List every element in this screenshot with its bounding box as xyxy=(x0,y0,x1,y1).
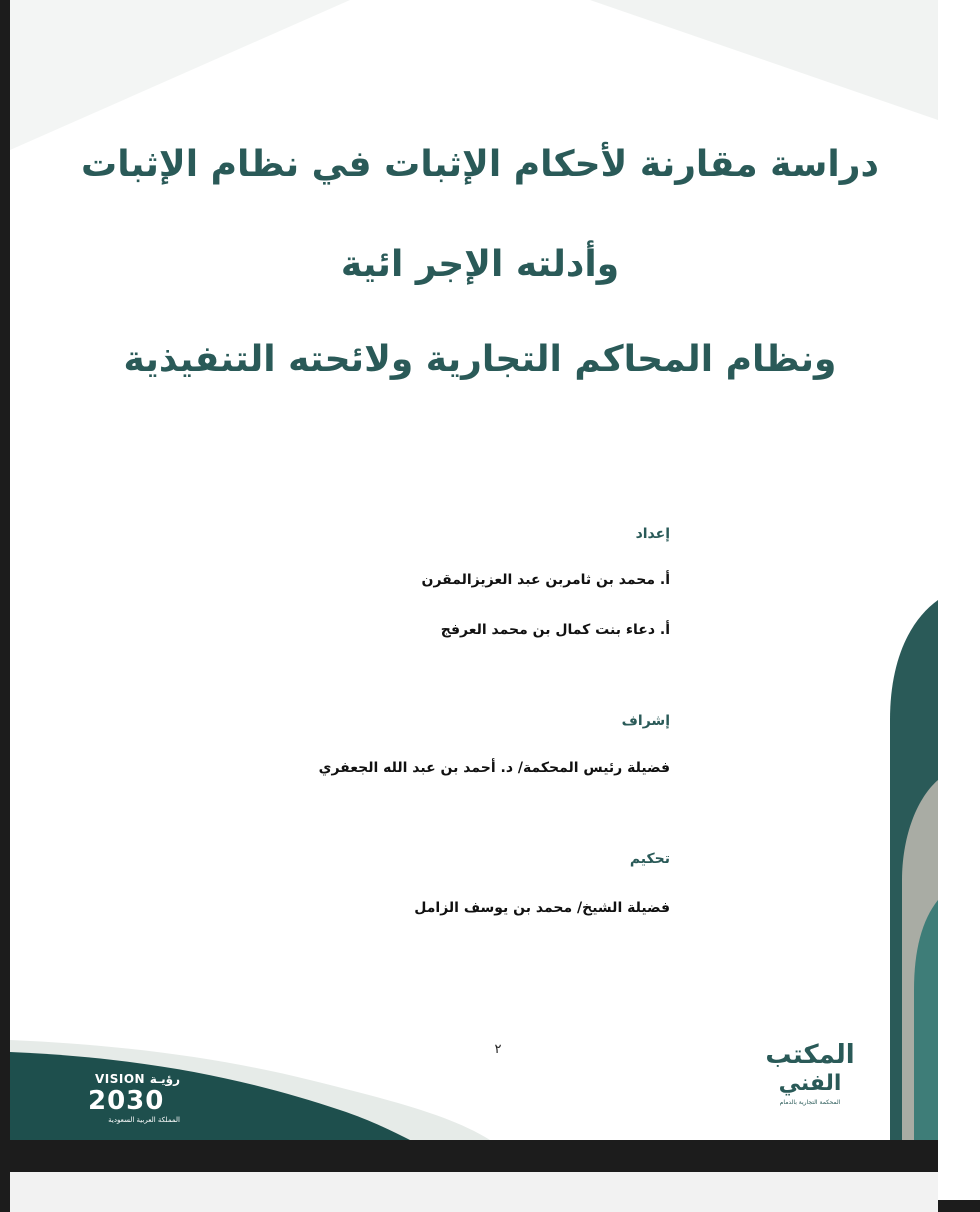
document-page xyxy=(10,0,938,1140)
office-logo-line-1: المكتب xyxy=(765,1040,855,1070)
technical-office-logo xyxy=(752,1040,868,1120)
vision-2030-logo xyxy=(80,1072,180,1132)
top-left-wedge xyxy=(10,0,350,150)
review-heading: تحكيم xyxy=(629,851,670,867)
supervision-heading: إشراف xyxy=(621,713,670,729)
vision-subtitle: المملكة العربية السعودية xyxy=(108,1116,180,1124)
office-logo-line-2: الفني xyxy=(778,1071,842,1096)
title-line-1: دراسة مقارنة لأحكام الإثبات في نظام الإثبات xyxy=(81,144,879,185)
vision-label: VISION رؤيـة xyxy=(94,1072,180,1086)
supervisor-name: فضيلة رئيس المحكمة/ د. أحمد بن عبد الله الجعفري xyxy=(318,760,670,776)
next-page-preview xyxy=(10,1172,938,1212)
author-1: أ. محمد بن ثامربن عبد العزيزالمقرن xyxy=(421,572,670,588)
page-number: ٢ xyxy=(494,1042,502,1057)
vision-year: 2030 xyxy=(88,1086,165,1116)
prepared-heading: إعداد xyxy=(635,526,670,542)
title-line-3: ونظام المحاكم التجارية ولائحته التنفيذية xyxy=(123,339,837,380)
top-right-wedge xyxy=(590,0,938,120)
title-line-2: وأدلته الإجر ائية xyxy=(340,244,620,285)
viewer-right-margin xyxy=(938,0,980,1200)
office-logo-subtitle: المحكمة التجارية بالدمام xyxy=(779,1099,841,1106)
reviewer-name: فضيلة الشيخ/ محمد بن يوسف الزامل xyxy=(414,900,670,916)
author-2: أ. دعاء بنت كمال بن محمد العرفج xyxy=(440,622,670,638)
